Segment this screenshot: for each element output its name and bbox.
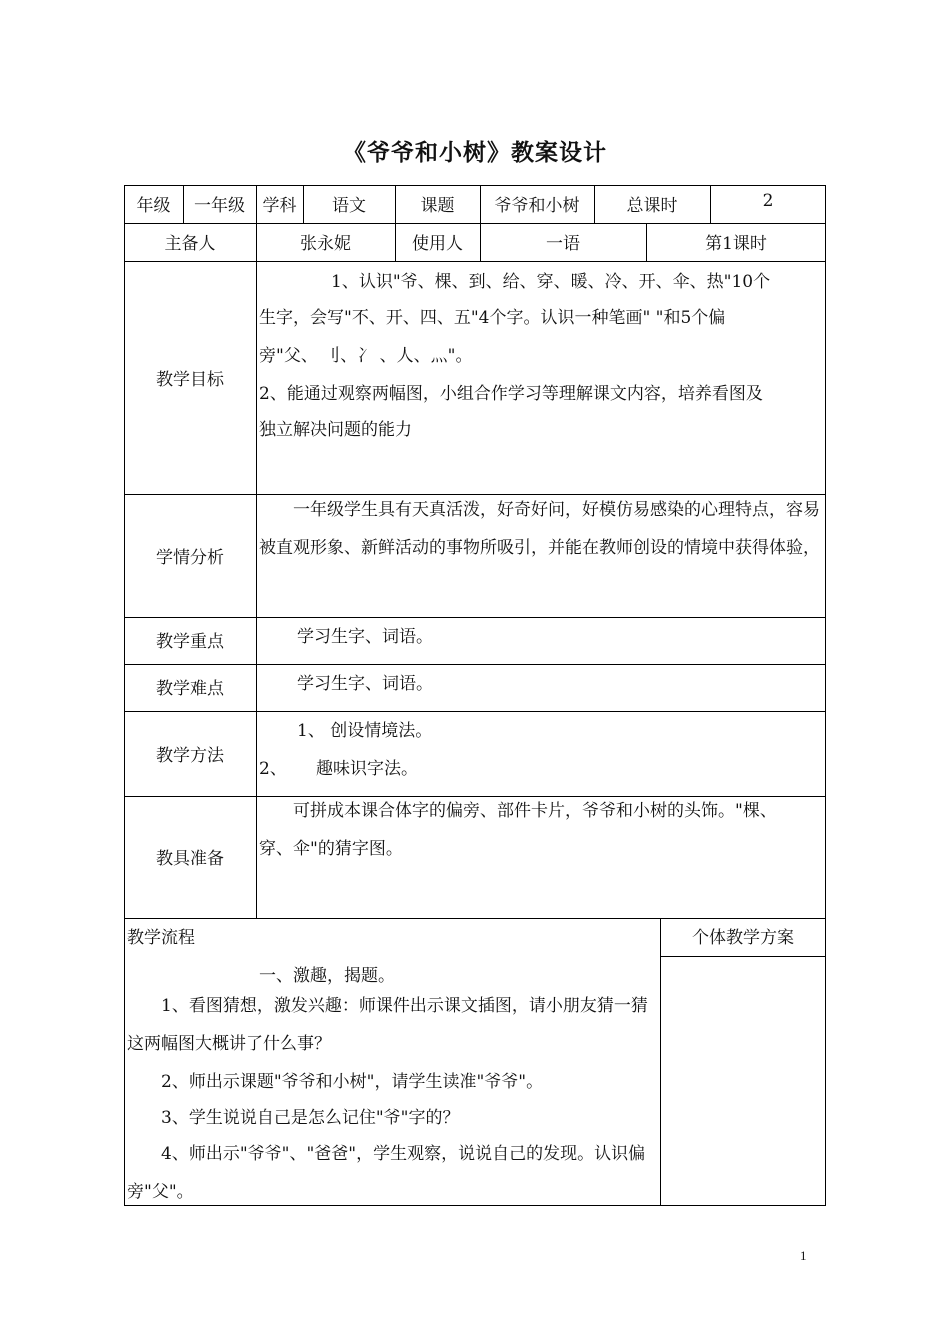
materials-label: 教具准备: [156, 849, 224, 869]
user-label: 使用人: [412, 234, 463, 254]
analysis-text: 一年级学生具有天真活泼，好奇好问，好模仿易感染的心理特点，容易被直观形象、新鲜活动的事物所吸引，并能在教师创设的情境中获得体验，: [259, 500, 820, 558]
session-value: 第1课时: [705, 234, 767, 254]
goals-line-5: 独立解决问题的能力: [259, 420, 412, 440]
total-hours-value: 2: [762, 191, 774, 211]
materials-text: 可拼成本课合体字的偏旁、部件卡片，爷爷和小树的头饰。"棵、穿、伞"的猜字图。: [259, 801, 777, 859]
goals-line-1: 1、认识"爷、棵、到、给、穿、暖、冷、开、伞、热"10个: [331, 272, 771, 292]
methods-item-1: 1、 创设情境法。: [297, 721, 433, 741]
subject-value: 语文: [332, 196, 366, 216]
process-section-1: 一、激趣，揭题。: [259, 966, 395, 986]
individual-plan-label: 个体教学方案: [692, 928, 794, 948]
methods-label: 教学方法: [156, 746, 224, 766]
process-step-1: 1、看图猜想，激发兴趣：师课件出示课文插图，请小朋友猜一猜这两幅图大概讲了什么事？: [127, 996, 648, 1054]
user-value: 一语: [546, 234, 580, 254]
total-hours-label: 总课时: [626, 196, 678, 216]
process-label: 教学流程: [127, 928, 195, 948]
grade-value: 一年级: [194, 196, 245, 216]
key-points-label: 教学重点: [156, 632, 224, 652]
process-step-2: 2、师出示课题"爷爷和小树"，请学生读准"爷爷"。: [161, 1072, 544, 1092]
goals-line-2: 生字，会写"不、开、四、五"4个字。认识一种笔画" "和5个偏: [259, 308, 726, 328]
grade-label: 年级: [136, 196, 171, 216]
page-number: 1: [800, 1248, 807, 1263]
difficulties-text: 学习生字、词语。: [297, 674, 433, 694]
key-points-text: 学习生字、词语。: [297, 627, 433, 647]
process-step-4: 4、师出示"爷爷"、"爸爸"，学生观察，说说自己的发现。认识偏旁"父"。: [127, 1144, 646, 1202]
analysis-label: 学情分析: [156, 548, 224, 568]
topic-value: 爷爷和小树: [494, 196, 580, 216]
subject-label: 学科: [262, 196, 297, 216]
goals-label: 教学目标: [156, 370, 224, 390]
difficulties-label: 教学难点: [156, 679, 224, 699]
preparer-value: 张永妮: [300, 234, 351, 254]
methods-item-2-number: 2、: [259, 759, 287, 779]
preparer-label: 主备人: [164, 234, 216, 254]
page-title: 《爷爷和小树》教案设计: [343, 140, 607, 166]
goals-line-3: 旁"父、 刂、冫 、人、灬"。: [259, 346, 473, 366]
goals-line-4: 2、能通过观察两幅图，小组合作学习等理解课文内容，培养看图及: [259, 384, 763, 404]
methods-item-2: 趣味识字法。: [316, 759, 418, 779]
process-step-3: 3、学生说说自己是怎么记住"爷"字的？: [161, 1108, 460, 1128]
topic-label: 课题: [420, 196, 455, 216]
